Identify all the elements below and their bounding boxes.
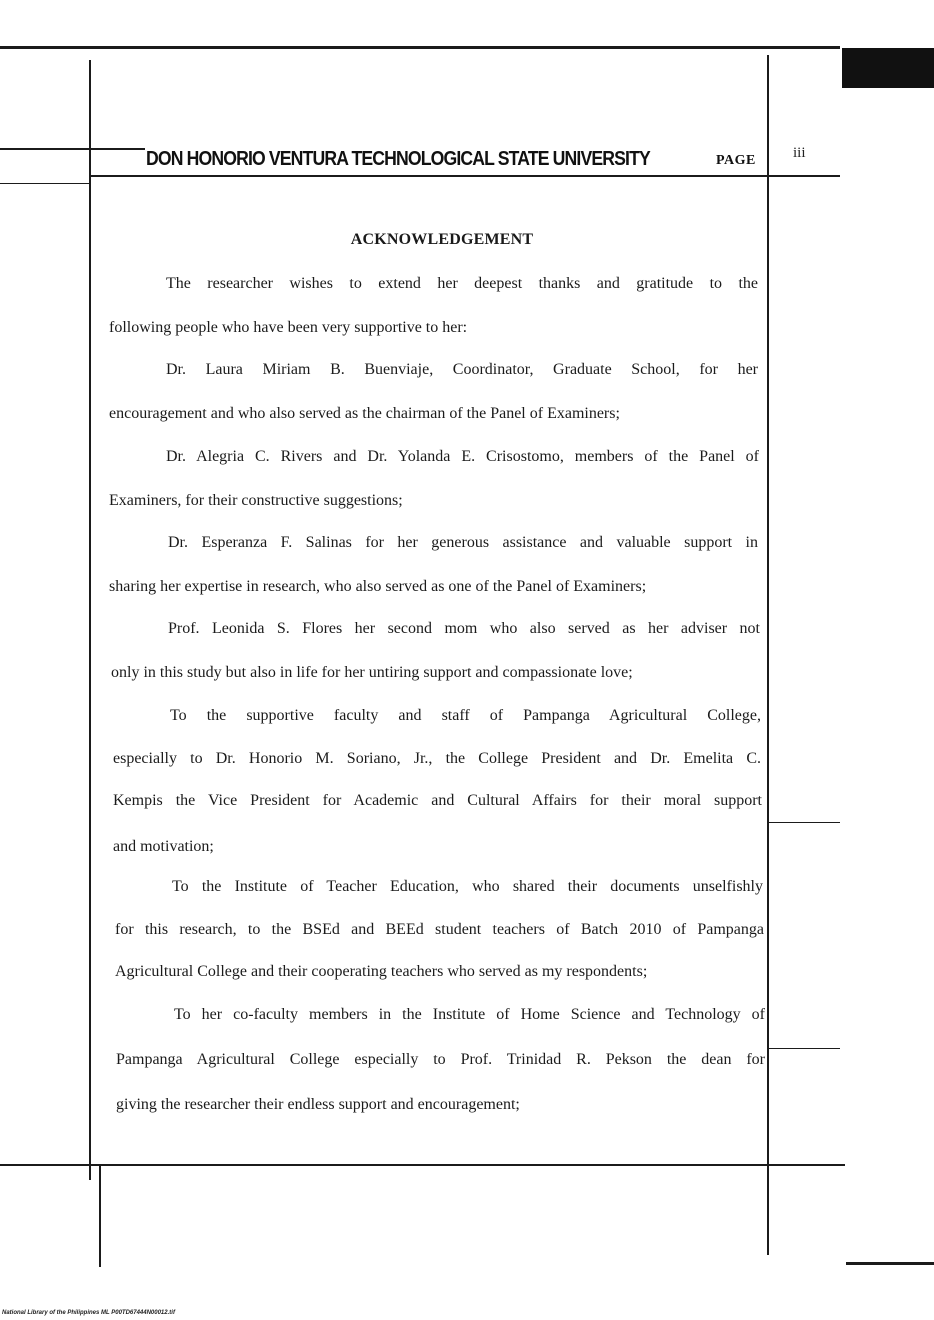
text-line-2: following people who have been very supportive to her: — [109, 319, 468, 336]
right-tick-mark-1 — [768, 822, 840, 823]
bottom-right-mark — [846, 1262, 934, 1265]
text-line-20: giving the researcher their endless support and encouragement; — [116, 1096, 520, 1113]
header-rule-top — [0, 148, 145, 150]
page-number: iii — [793, 145, 806, 161]
text-line-19: Pampanga Agricultural College especially to Prof. Trinidad R. Pekson the dean for — [116, 1051, 765, 1068]
text-line-7: Dr. Esperanza F. Salinas for her generous assistance and valuable support in — [168, 534, 758, 551]
text-line-16: for this research, to the BSEd and BEEd student teachers of Batch 2010 of Pampanga — [115, 921, 764, 938]
left-margin-line-lower — [99, 1165, 101, 1267]
text-line-4: encouragement and who also served as the chairman of the Panel of Examiners; — [109, 405, 620, 422]
text-line-11: To the supportive faculty and staff of Pampanga Agricultural College, — [170, 707, 761, 724]
text-line-8: sharing her expertise in research, who also served as one of the Panel of Examiners; — [109, 578, 647, 595]
bottom-rule — [0, 1164, 845, 1166]
text-line-17: Agricultural College and their cooperating teachers who served as my respondents; — [115, 963, 648, 980]
text-line-5: Dr. Alegria C. Rivers and Dr. Yolanda E. Crisostomo, members of the Panel of — [166, 448, 759, 465]
top-border — [0, 46, 840, 49]
corner-black-block — [842, 48, 934, 88]
page-title: ACKNOWLEDGEMENT — [350, 231, 534, 248]
left-edge-mark — [0, 183, 90, 184]
university-name: DON HONORIO VENTURA TECHNOLOGICAL STATE UNIVERSITY — [146, 147, 650, 170]
left-margin-line — [89, 60, 91, 1180]
scan-footer-note: National Library of the Philippines ML P00TD67444N00012.tif — [2, 1310, 175, 1316]
text-line-6: Examiners, for their constructive suggestions; — [109, 492, 403, 509]
text-line-12: especially to Dr. Honorio M. Soriano, Jr., the College President and Dr. Emelita C. — [113, 750, 761, 767]
text-line-10: only in this study but also in life for her untiring support and compassionate love; — [111, 664, 633, 681]
text-line-3: Dr. Laura Miriam B. Buenviaje, Coordinator, Graduate School, for her — [166, 361, 758, 378]
text-line-18: To her co-faculty members in the Institute of Home Science and Technology of — [174, 1006, 765, 1023]
right-tick-mark-2 — [768, 1048, 840, 1049]
page-label: PAGE — [716, 153, 756, 168]
text-line-1: The researcher wishes to extend her deepest thanks and gratitude to the — [166, 275, 758, 292]
text-line-13: Kempis the Vice President for Academic and Cultural Affairs for their moral support — [113, 792, 762, 809]
header-rule-bottom — [90, 175, 840, 177]
text-line-9: Prof. Leonida S. Flores her second mom who also served as her adviser not — [168, 620, 760, 637]
text-line-15: To the Institute of Teacher Education, who shared their documents unselfishly — [172, 878, 763, 895]
text-line-14: and motivation; — [113, 838, 214, 855]
